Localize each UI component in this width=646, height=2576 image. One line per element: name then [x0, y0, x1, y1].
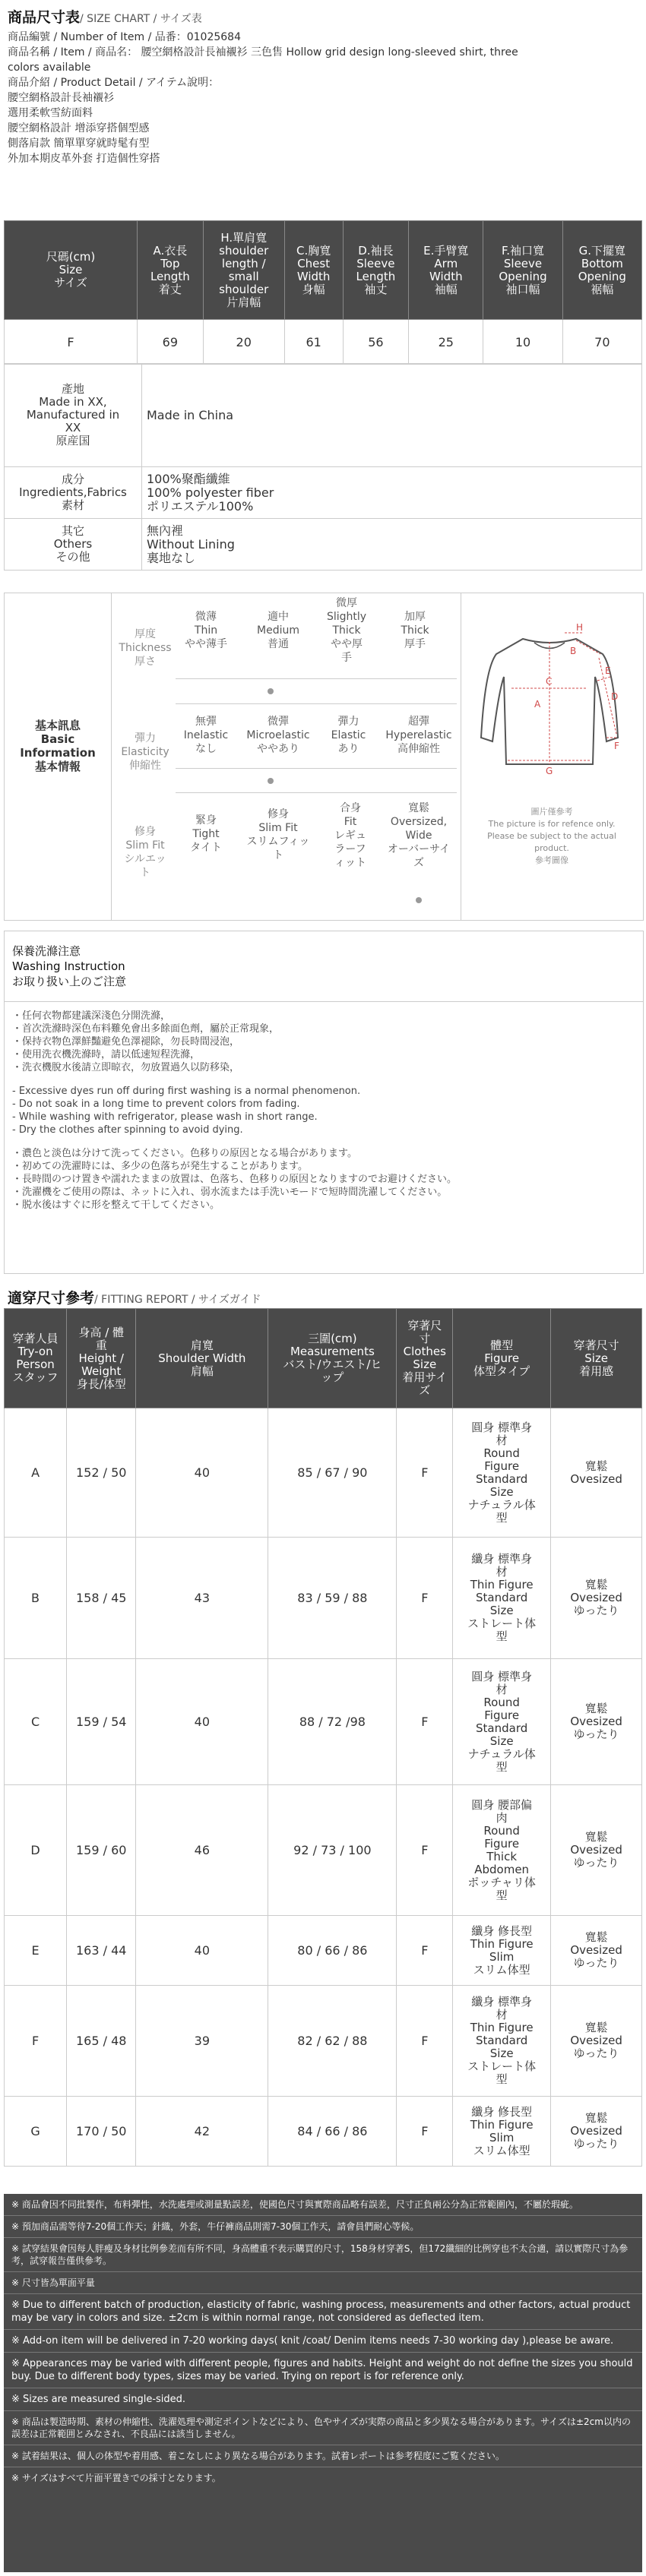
fitting-cell: F [397, 1408, 453, 1538]
fitting-cell: F [5, 1986, 67, 2097]
table-row [5, 364, 642, 467]
thickness-option: 微厚 Slightly Thick やや厚 手 [326, 597, 367, 664]
table-row [5, 1538, 642, 1659]
note-line: ※ サイズはすべて片面平置きでの採寸となります。 [11, 2473, 221, 2483]
washing-line: - Do not soak in a long time to prevent colors from fading. [12, 1098, 300, 1110]
header-line: 腰空網格設計 增添穿搭個型感 [8, 122, 150, 134]
shirt-diagram-icon [470, 624, 629, 779]
size-cell: 10 [483, 320, 562, 365]
selection-dot-icon [416, 897, 422, 903]
table-row [5, 1916, 642, 1986]
origin-label: 產地 Made in XX, Manufactured in XX 原産国 [5, 364, 142, 467]
washing-line: - While washing with refrigerator, please wash in short range. [12, 1111, 318, 1123]
fitting-header [8, 1287, 638, 1307]
fitting-cell: 圓身 腰部偏 肉 Round Figure Thick Abdomen ポッチャリ体 型 [453, 1785, 551, 1916]
basic-info-panel [4, 593, 644, 921]
elasticity-label: 彈力 Elasticity 伸縮性 [121, 732, 169, 772]
selection-dot-icon [268, 778, 274, 784]
table-row [5, 519, 642, 571]
fitting-cell: 92 / 73 / 100 [268, 1785, 397, 1916]
svg-text:G: G [546, 766, 553, 776]
fitting-header-cell: 身高 / 體 重 Height / Weight 身長/体型 [67, 1309, 136, 1408]
table-row [5, 1408, 642, 1538]
note-line: ※ 商品は製造時期、素材の伸縮性、洗濯処理や測定ポイントなどにより、色やサイズが実際の商品と多少異なる場合があります。サイズは±2cm以内の誤差は正常範囲とみなされ、不良品には該当しません。 [4, 2411, 642, 2445]
table-row [5, 1659, 642, 1785]
fitting-cell: F [397, 1986, 453, 2097]
fitting-cell: 寬鬆 Ovesized ゆったり [551, 1538, 642, 1659]
note-line: ※ Add-on item will be delivered in 7-20 working days( knit /coat/ Denim items needs 7-30 working day ),please be aware. [4, 2330, 642, 2353]
table-row [5, 320, 642, 365]
material-table [4, 363, 642, 571]
others-value: 無內裡 Without Lining 裏地なし [142, 519, 642, 571]
note-line: ※ Due to different batch of production, elasticity of fabric, washing process, measurements and other factors, actual product may be vary in colors and size. ±2cm is within normal range, not considered as deflected item. [4, 2294, 642, 2330]
washing-line: ・洗濯機をご使用の際は、ネットに入れ、弱水流または手洗いモードで短時間洗濯してください。 [12, 1187, 448, 1198]
thickness-option: 適中 Medium 普通 [257, 611, 299, 650]
size-cell: 69 [138, 320, 204, 365]
svg-text:C: C [546, 676, 553, 687]
header-line: 商品編號 / Number of Item / 品番：01025684 [8, 31, 241, 43]
table-row [5, 1785, 642, 1916]
origin-value: Made in China [142, 364, 642, 467]
basic-info-title: 基本訊息 Basic Information 基本情報 [20, 719, 96, 773]
washing-line: ・濃色と淡色は分けて洗ってください。色移りの原因となる場合があります。 [12, 1148, 357, 1159]
size-header: 尺碼(cm) Size サイズ [5, 221, 138, 320]
svg-text:B: B [570, 646, 577, 656]
fitting-cell: 寬鬆 Ovesized [551, 1408, 642, 1538]
fitting-cell: 88 / 72 /98 [268, 1659, 397, 1785]
fit-option: 緊身 Tight タイト [190, 814, 222, 854]
size-header: G.下擺寬 Bottom Opening 裾幅 [562, 221, 641, 320]
fitting-header-cell: 體型 Figure 体型タイプ [453, 1309, 551, 1408]
size-header: F.袖口寬 Sleeve Opening 袖口幅 [483, 221, 562, 320]
others-label: 其它 Others その他 [5, 519, 142, 571]
fitting-cell: F [397, 2097, 453, 2167]
header-line: 外加本期皮革外套 打造個性穿搭 [8, 153, 160, 165]
washing-line: - Excessive dyes run off during first washing is a normal phenomenon. [12, 1086, 361, 1097]
fitting-cell: 纖身 標準身 材 Thin Figure Standard Size ストレート体 型 [453, 1986, 551, 2097]
size-cell: 70 [562, 320, 641, 365]
selection-dot-icon [268, 688, 274, 694]
washing-line: ・保持衣物色澤鮮豔避免色澤褪除，勿長時間浸泡， [12, 1036, 240, 1048]
size-header: D.袖長 Sleeve Length 袖丈 [343, 221, 409, 320]
fit-option: 寬鬆 Oversized, Wide オーバーサイ ズ [387, 802, 451, 869]
elasticity-option: 彈力 Elastic あり [331, 716, 366, 755]
fitting-cell: A [5, 1408, 67, 1538]
fitting-cell: 163 / 44 [67, 1916, 136, 1986]
table-row [5, 1986, 642, 2097]
fitting-cell: 40 [136, 1916, 268, 1986]
fit-label: 修身 Slim Fit シルエッ ト [124, 826, 166, 879]
header-line: 選用柔軟雪紡面料 [8, 107, 93, 119]
fitting-cell: 39 [136, 1986, 268, 2097]
washing-line: ・初めての洗濯時には、多少の色落ちが発生することがあります。 [12, 1161, 308, 1172]
fitting-cell: 165 / 48 [67, 1986, 136, 2097]
table-row [5, 467, 642, 519]
fitting-cell: 40 [136, 1659, 268, 1785]
washing-title-jp: お取り扱い上のご注意 [12, 975, 127, 988]
note-line: ※ 試穿結果會因每人胖瘦及身材比例參差而有所不同，身高體重不表示購買的尺寸，158身材穿著S，但172纖細的比例穿也不太合適，請以實際尺寸為參考，試穿報告僅供參考。 [4, 2238, 642, 2272]
fitting-header-cell: 穿著尺寸 Size 着用感 [551, 1309, 642, 1408]
elasticity-option: 微彈 Microelastic ややあり [246, 716, 310, 755]
fitting-cell: 纖身 修長型 Thin Figure Slim スリム体型 [453, 2097, 551, 2167]
washing-line: ・長時間のつけ置きや濡れたままの放置は、色落ち、色移りの原因となりますのでお避けください。 [12, 1174, 458, 1185]
header-line: 商品介紹 / Product Detail / アイテム說明： [8, 77, 220, 89]
fitting-cell: 46 [136, 1785, 268, 1916]
size-cell: 20 [203, 320, 284, 365]
fitting-cell: 纖身 修長型 Thin Figure Slim スリム体型 [453, 1916, 551, 1986]
svg-text:E: E [605, 665, 611, 676]
fitting-cell: 寬鬆 Ovesized ゆったり [551, 2097, 642, 2167]
thickness-option: 微薄 Thin やや薄手 [185, 611, 227, 650]
header-line: colors available [8, 62, 91, 74]
note-line: ※ Sizes are measured single-sided. [4, 2388, 642, 2411]
size-cell: 25 [409, 320, 483, 365]
fitting-cell: 40 [136, 1408, 268, 1538]
washing-title-zh: 保養洗滌注意 [12, 944, 81, 958]
fitting-cell: 43 [136, 1538, 268, 1659]
fitting-cell: C [5, 1659, 67, 1785]
fit-option: 修身 Slim Fit スリムフィッ ト [246, 808, 310, 861]
note-line: ※ 預加商品需等待7-20個工作天；針織，外套，牛仔褲商品則需7-30個工作天，請會員們耐心等候。 [4, 2216, 642, 2238]
fitting-title: 適穿尺寸參考 [8, 1290, 95, 1307]
size-header: H.單肩寬 shoulder length / small shoulder 片肩幅 [203, 221, 284, 320]
fitting-cell: 圓身 標準身 材 Round Figure Standard Size ナチュラル体 型 [453, 1408, 551, 1538]
fitting-cell: G [5, 2097, 67, 2167]
washing-line: ・洗衣機脫水後請立即晾衣，勿放置過久以防移染， [12, 1062, 240, 1073]
fitting-cell: 圓身 標準身 材 Round Figure Standard Size ナチュラル体 型 [453, 1659, 551, 1785]
fitting-cell: 85 / 67 / 90 [268, 1408, 397, 1538]
fitting-header-cell: 三圍(cm) Measurements バスト/ウエスト/ヒ ップ [268, 1309, 397, 1408]
header-line: 商品名稱 / Item / 商品名： 腰空網格設計長袖襯衫 三色售 Hollow grid design long-sleeved shirt, three [8, 46, 518, 58]
fitting-cell: 寬鬆 Ovesized ゆったり [551, 1916, 642, 1986]
size-cell: F [5, 320, 138, 365]
header-line: 側落肩款 簡單單穿就時髦有型 [8, 137, 150, 150]
notes-panel [4, 2194, 642, 2572]
size-chart-title: 商品尺寸表 [8, 9, 81, 26]
size-cell: 61 [284, 320, 343, 365]
fitting-cell: D [5, 1785, 67, 1916]
fitting-cell: 170 / 50 [67, 2097, 136, 2167]
svg-text:A: A [534, 699, 541, 710]
washing-title-en: Washing Instruction [12, 959, 125, 973]
elasticity-option: 超彈 Hyperelastic 高伸縮性 [385, 716, 452, 755]
svg-text:H: H [576, 624, 584, 633]
fabric-value: 100%聚酯纖維 100% polyester fiber ポリエステル100% [142, 467, 642, 519]
fabric-label: 成分 Ingredients,Fabrics 素材 [5, 467, 142, 519]
fitting-cell: 80 / 66 / 86 [268, 1916, 397, 1986]
note-line: ※ Appearances may be varied with different people, figures and habits. Height and weight do not define the sizes you should buy. Due to different body types, sizes may be varied. Trying on report is for reference only. [4, 2353, 642, 2388]
fitting-cell: F [397, 1659, 453, 1785]
fitting-header-cell: 穿著尺 寸 Clothes Size 着用サイ ズ [397, 1309, 453, 1408]
svg-text:D: D [611, 691, 619, 702]
fitting-cell: 42 [136, 2097, 268, 2167]
size-header: C.胸寬 Chest Width 身幅 [284, 221, 343, 320]
fitting-cell: 寬鬆 Ovesized ゆったり [551, 1986, 642, 2097]
note-line: ※ 商品會因不同批製作，布料彈性，水洗處理或測量點誤差，使國色尺寸與實際商品略有誤差，尺寸正負兩公分為正常範圍內，不屬於瑕疵。 [4, 2194, 642, 2216]
fitting-cell: 82 / 62 / 88 [268, 1986, 397, 2097]
washing-panel [4, 931, 644, 1274]
header-line: 腰空網格設計長袖襯衫 [8, 92, 114, 104]
note-line: ※ 試着結果は、個人の体型や着用感、着こなしにより異なる場合があります。試着レポートは参考程度にご覧ください。 [4, 2445, 642, 2467]
fitting-cell: 寬鬆 Ovesized ゆったり [551, 1659, 642, 1785]
table-row [5, 2097, 642, 2167]
washing-line: ・使用洗衣機洗滌時，請以低速短程洗滌， [12, 1049, 201, 1060]
washing-line: ・任何衣物都建議深淺色分開洗滌， [12, 1010, 171, 1022]
fitting-cell: F [397, 1916, 453, 1986]
fitting-cell: 寬鬆 Ovesized ゆったり [551, 1785, 642, 1916]
elasticity-option: 無彈 Inelastic なし [183, 716, 229, 755]
size-header: A.衣長 Top Length 着丈 [138, 221, 204, 320]
fitting-table [4, 1308, 642, 2167]
size-cell: 56 [343, 320, 409, 365]
fitting-cell: 纖身 標準身 材 Thin Figure Standard Size ストレート体 型 [453, 1538, 551, 1659]
fitting-cell: F [397, 1538, 453, 1659]
fitting-cell: 83 / 59 / 88 [268, 1538, 397, 1659]
fitting-header-cell: 穿著人員 Try-on Person スタッフ [5, 1309, 67, 1408]
fitting-cell: 159 / 60 [67, 1785, 136, 1916]
fitting-cell: 152 / 50 [67, 1408, 136, 1538]
fitting-cell: 159 / 54 [67, 1659, 136, 1785]
picture-caption: 圖片僅參考 The picture is for refence only. Please be subject to the actual product. 參考圖像 [487, 807, 616, 865]
product-header [8, 6, 638, 166]
svg-text:F: F [614, 741, 619, 751]
fitting-cell: 158 / 45 [67, 1538, 136, 1659]
washing-line: - Dry the clothes after spinning to avoid dying. [12, 1124, 243, 1136]
fitting-subtitle: / FITTING REPORT / サイズガイド [94, 1294, 261, 1306]
washing-line: ・首次洗滌時深色布料難免會出多餘面色劑，屬於正常現象， [12, 1023, 280, 1035]
fitting-header-cell: 肩寬 Shoulder Width 肩幅 [136, 1309, 268, 1408]
note-line: ※ 尺寸皆為單面平量 [4, 2272, 642, 2294]
thickness-label: 厚度 Thickness 厚さ [119, 628, 172, 668]
fit-option: 合身 Fit レギュ ラーフ ィット [334, 802, 366, 869]
fitting-cell: B [5, 1538, 67, 1659]
fitting-cell: E [5, 1916, 67, 1986]
size-chart-subtitle: / SIZE CHART / サイズ表 [80, 13, 202, 25]
washing-line: ・脱水後はすぐに形を整えて干してください。 [12, 1199, 220, 1211]
fitting-cell: 84 / 66 / 86 [268, 2097, 397, 2167]
thickness-option: 加厚 Thick 厚手 [401, 611, 429, 650]
size-table [4, 220, 642, 365]
fitting-cell: F [397, 1785, 453, 1916]
size-header: E.手臂寬 Arm Width 袖幅 [409, 221, 483, 320]
